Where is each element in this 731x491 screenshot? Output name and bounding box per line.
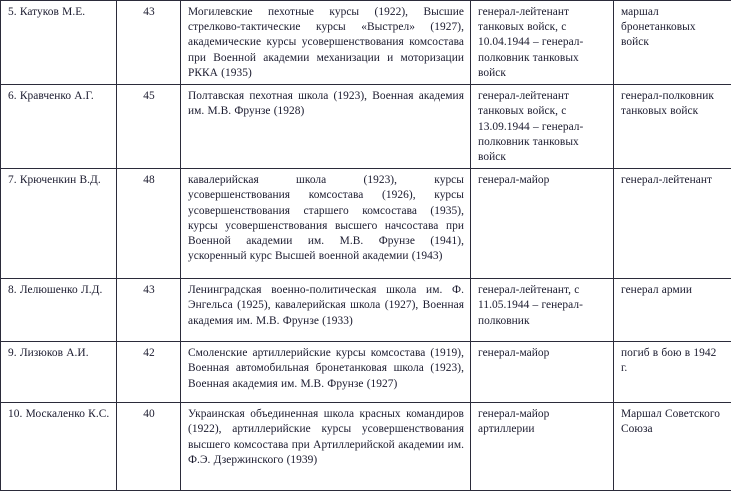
cell-education: Украинская объединенная школа красных командиров (1922), артиллерийские курсы усовершенствования высшего комсостава при Артиллерийской академии им. Ф.Э. Дзержинского (1939) bbox=[181, 403, 471, 491]
table-row bbox=[1, 1, 731, 85]
cell-rank-at-start: генерал-лейтенант, с 11.05.1944 – генерал-полковник bbox=[471, 279, 614, 342]
cell-name: 9. Лизюков А.И. bbox=[1, 342, 117, 403]
cell-final-rank: генерал армии bbox=[614, 279, 731, 342]
table-body bbox=[1, 1, 731, 491]
table-row bbox=[1, 403, 731, 491]
cell-rank-at-start: генерал-майор bbox=[471, 342, 614, 403]
cell-name: 6. Кравченко А.Г. bbox=[1, 85, 117, 169]
cell-final-rank: Маршал Советского Союза bbox=[614, 403, 731, 491]
cell-education: кавалерийская школа (1923), курсы усовершенствования комсостава (1926), курсы усовершенствования старшего комсостава (1935), курсы усовершенствования высшего начсостава при Военной академии им. М.В. Фрунзе (1941), ускоренный курс Высшей военной академии (1943) bbox=[181, 169, 471, 279]
cell-age: 45 bbox=[117, 85, 181, 169]
table-row bbox=[1, 342, 731, 403]
cell-rank-at-start: генерал-лейтенант танковых войск, с 13.09.1944 – генерал-полковник танковых войск bbox=[471, 85, 614, 169]
cell-age: 40 bbox=[117, 403, 181, 491]
cell-rank-at-start: генерал-майор артиллерии bbox=[471, 403, 614, 491]
cell-education: Могилевские пехотные курсы (1922), Высшие стрелково-тактические курсы «Выстрел» (1927), академические курсы усовершенствования комсостава при Военной академии механизации и моторизации РККА (1935) bbox=[181, 1, 471, 85]
cell-name: 10. Москаленко К.С. bbox=[1, 403, 117, 491]
cell-age: 48 bbox=[117, 169, 181, 279]
cell-name: 7. Крюченкин В.Д. bbox=[1, 169, 117, 279]
table-row bbox=[1, 85, 731, 169]
cell-age: 43 bbox=[117, 279, 181, 342]
cell-final-rank: генерал-лейтенант bbox=[614, 169, 731, 279]
cell-education: Смоленские артиллерийские курсы комсостава (1919), Военная автомобильная бронетанковая школа (1923), Военная академия им. М.В. Фрунзе (1927) bbox=[181, 342, 471, 403]
cell-age: 43 bbox=[117, 1, 181, 85]
cell-education: Полтавская пехотная школа (1923), Военная академия им. М.В. Фрунзе (1928) bbox=[181, 85, 471, 169]
cell-final-rank: маршал бронетанковых войск bbox=[614, 1, 731, 85]
table-row bbox=[1, 279, 731, 342]
cell-name: 5. Катуков М.Е. bbox=[1, 1, 117, 85]
cell-name: 8. Лелюшенко Л.Д. bbox=[1, 279, 117, 342]
cell-final-rank: генерал-полковник танковых войск bbox=[614, 85, 731, 169]
cell-rank-at-start: генерал-майор bbox=[471, 169, 614, 279]
cell-education: Ленинградская военно-политическая школа им. Ф. Энгельса (1925), кавалерийская школа (1927), Военная академия им. М.В. Фрунзе (1933) bbox=[181, 279, 471, 342]
cell-final-rank: погиб в бою в 1942 г. bbox=[614, 342, 731, 403]
cell-age: 42 bbox=[117, 342, 181, 403]
cell-rank-at-start: генерал-лейтенант танковых войск, с 10.04.1944 – генерал-полковник танковых войск bbox=[471, 1, 614, 85]
table-row bbox=[1, 169, 731, 279]
